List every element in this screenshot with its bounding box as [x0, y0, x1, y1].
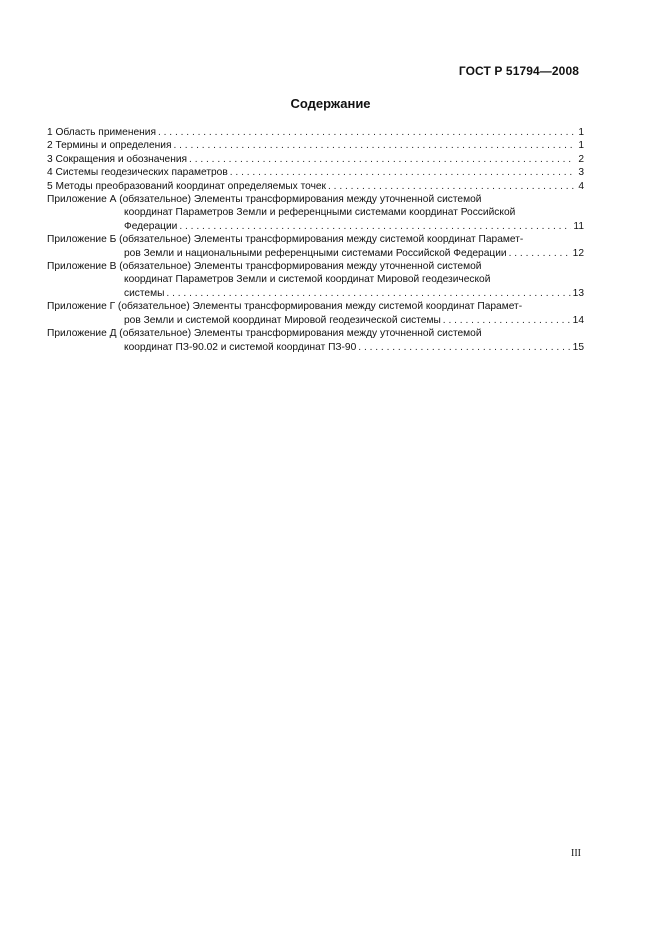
page-number: III [571, 848, 581, 859]
toc-entry-title: 4 Системы геодезических параметров [47, 167, 228, 179]
toc-entry-title: 1 Область применения [47, 127, 156, 138]
dot-leader [173, 139, 574, 152]
dot-leader [166, 287, 570, 300]
toc-page-number: 1 [578, 127, 584, 138]
toc-page-number: 15 [572, 341, 584, 353]
toc-entry-text: координат Параметров Земли и референцными системами координат Российской [124, 207, 516, 219]
toc-entry-text: Приложение Б (обязательное) Элементы трансформирования между системой координат Парамет- [47, 234, 524, 246]
toc-entry[interactable] [47, 153, 584, 166]
toc-entry[interactable] [47, 233, 584, 260]
document-code: ГОСТ Р 51794—2008 [458, 64, 579, 78]
toc-entry[interactable] [47, 126, 584, 139]
toc-page-number: 4 [578, 180, 584, 192]
toc-page-number: 3 [578, 167, 584, 179]
toc-entry[interactable] [47, 260, 584, 300]
dot-leader [443, 314, 571, 327]
toc-entry-title: ров Земли и национальными референцными системами Российской Федерации [124, 247, 507, 259]
toc-page-number: 2 [578, 153, 584, 165]
toc-entry[interactable] [47, 327, 584, 354]
toc-page-number: 11 [573, 220, 584, 232]
toc-title: Содержание [290, 96, 371, 111]
toc-entry-title: Федерации [124, 220, 178, 232]
toc-entry[interactable] [47, 166, 584, 179]
dot-leader [328, 180, 574, 193]
toc-entry[interactable] [47, 139, 584, 152]
toc-entry-title: 2 Термины и определения [47, 140, 172, 152]
toc-entry-title: координат ПЗ-90.02 и системой координат ПЗ-90 [124, 341, 357, 353]
toc-page-number: 14 [572, 314, 584, 326]
toc-entry-title: 3 Сокращения и обозначения [47, 153, 188, 165]
toc-entry[interactable] [47, 300, 584, 327]
toc-entry[interactable] [47, 193, 584, 233]
toc-page-number: 12 [572, 247, 584, 259]
table-of-contents [47, 126, 584, 354]
toc-entry-text: координат Параметров Земли и системой координат Мировой геодезической [124, 274, 491, 286]
toc-entry-text: Приложение В (обязательное) Элементы трансформирования между уточненной системой [47, 261, 482, 273]
dot-leader [179, 220, 571, 233]
dot-leader [358, 341, 570, 354]
toc-entry-text: Приложение Г (обязательное) Элементы трансформирования между системой координат Парамет- [47, 301, 523, 313]
toc-entry-title: системы [124, 287, 165, 299]
toc-entry-text: Приложение А (обязательное) Элементы трансформирования между уточненной системой [47, 194, 482, 206]
toc-entry[interactable] [47, 180, 584, 193]
dot-leader [158, 126, 574, 139]
toc-entry-title: 5 Методы преобразований координат определяемых точек [47, 180, 326, 192]
dot-leader [509, 247, 571, 260]
dot-leader [230, 166, 574, 179]
toc-entry-title: ров Земли и системой координат Мировой геодезической системы [124, 314, 441, 326]
toc-page-number: 1 [578, 140, 584, 152]
toc-entry-text: Приложение Д (обязательное) Элементы трансформирования между уточненной системой [47, 328, 482, 340]
toc-page-number: 13 [572, 287, 584, 299]
dot-leader [189, 153, 574, 166]
